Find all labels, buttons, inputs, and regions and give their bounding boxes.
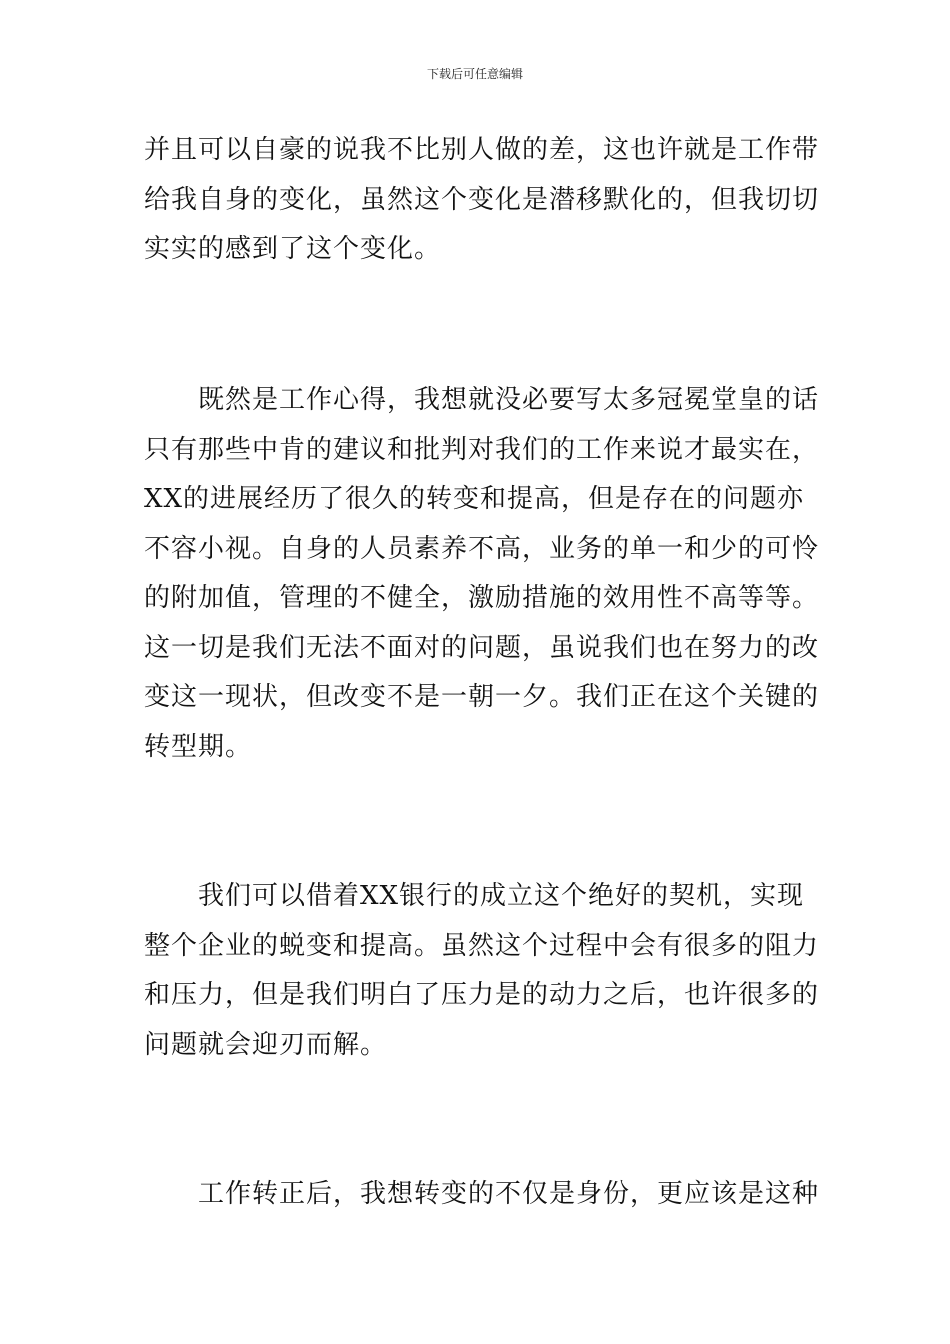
paragraph-3: 我们可以借着XX银行的成立这个绝好的契机，实现整个企业的蜕变和提高。虽然这个过程中会有很多的阻力和压力，但是我们明白了压力是的动力之后，也许很多的问题就会迎刃而解。 xyxy=(144,881,820,1060)
paragraph-2: 既然是工作心得，我想就没必要写太多冠冕堂皇的话只有那些中肯的建议和批判对我们的工作来说才最实在，XX的进展经历了很久的转变和提高，但是存在的问题亦不容小视。自身的人员素养不高，业务的单一和少的可怜的附加值，管理的不健全，激励措施的效用性不高等等。这一切是我们无法不面对的问题，虽说我们也在努力的改变这一现状，但改变不是一朝一夕。我们正在这个关键的转型期。 xyxy=(144,385,820,762)
paragraph-1: 并且可以自豪的说我不比别人做的差，这也许就是工作带给我自身的变化，虽然这个变化是潜移默化的，但我切切实实的感到了这个变化。 xyxy=(144,135,820,264)
page-header: 下载后可任意编辑 xyxy=(426,67,523,81)
paragraph-4: 工作转正后，我想转变的不仅是身份，更应该是这种 xyxy=(198,1179,820,1209)
